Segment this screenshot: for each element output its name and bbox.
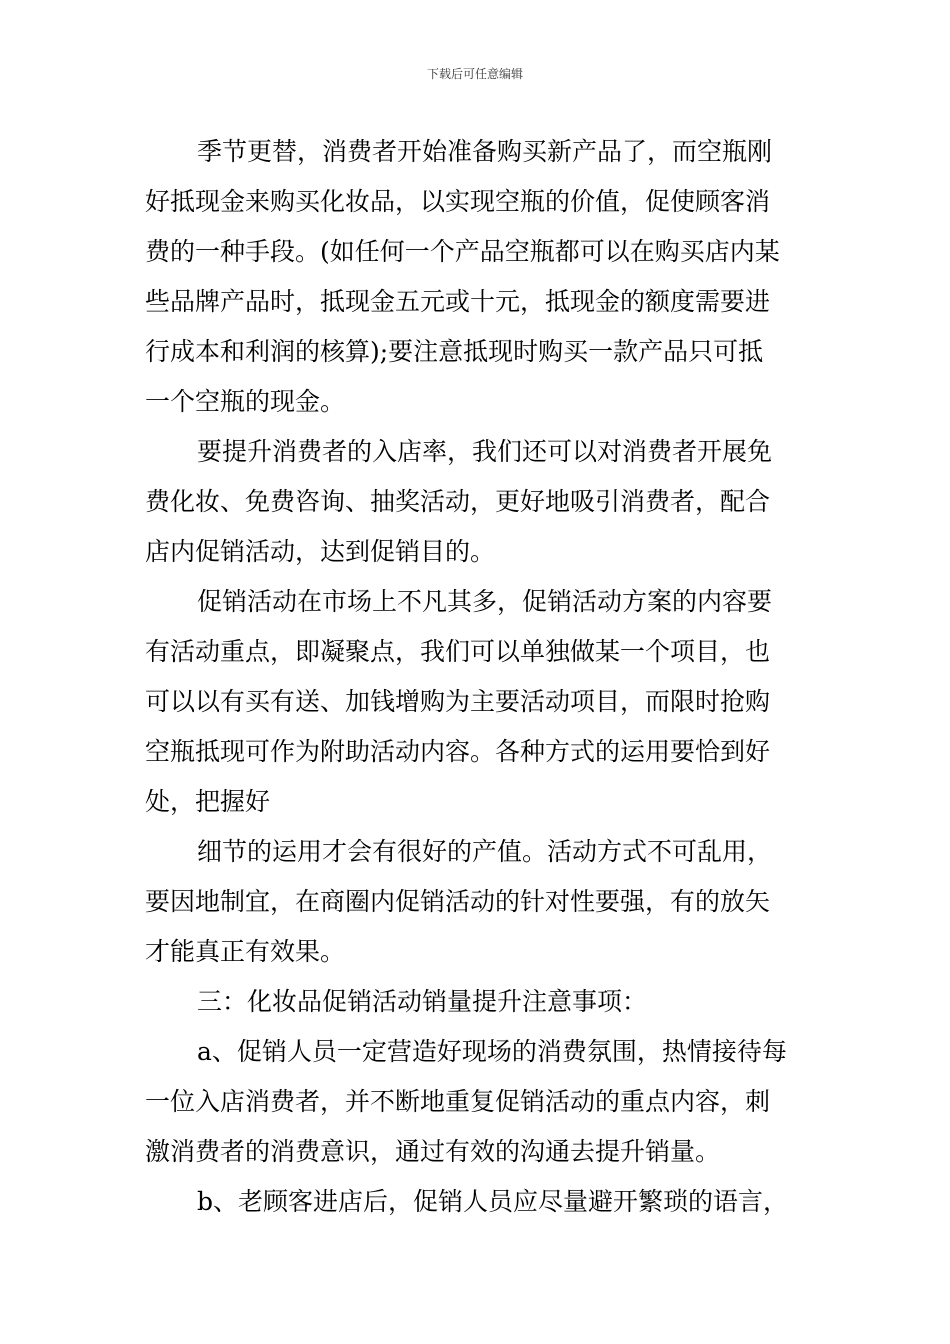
section-heading-text: 三：化妆品促销活动销量提升注意事项： (197, 987, 648, 1016)
section-heading (145, 977, 810, 1027)
text-line: 些品牌产品时，抵现金五元或十元，抵现金的额度需要进 (145, 287, 771, 316)
text-line: 才能真正有效果。 (145, 937, 346, 966)
paragraph-item-b (145, 1177, 810, 1227)
text-line: 细节的运用才会有很好的产值。活动方式不可乱用， (197, 837, 773, 866)
text-line: 促销活动在市场上不凡其多，促销活动方案的内容要 (197, 587, 773, 616)
page-header: 下载后可任意编辑 (426, 67, 523, 81)
text-line: 要提升消费者的入店率，我们还可以对消费者开展免 (197, 437, 773, 466)
text-line: 可以以有买有送、加钱增购为主要活动项目，而限时抢购 (145, 687, 771, 716)
text-line: 费化妆、免费咨询、抽奖活动，更好地吸引消费者，配合 (145, 487, 771, 516)
paragraph-details (145, 827, 810, 977)
text-line: 激消费者的消费意识，通过有效的沟通去提升销量。 (145, 1137, 721, 1166)
paragraph-activity-focus (145, 577, 810, 827)
text-line: 有活动重点，即凝聚点，我们可以单独做某一个项目，也 (145, 637, 771, 666)
text-line: b、老顾客进店后，促销人员应尽量避开繁琐的语言， (197, 1187, 789, 1216)
text-line: 店内促销活动，达到促销目的。 (145, 537, 496, 566)
text-line: 季节更替，消费者开始准备购买新产品了，而空瓶刚 (197, 137, 773, 166)
text-line: a、促销人员一定营造好现场的消费氛围，热情接待每 (197, 1037, 787, 1066)
document-body (145, 127, 810, 1227)
text-line: 一位入店消费者，并不断地重复促销活动的重点内容，刺 (145, 1087, 771, 1116)
text-line: 空瓶抵现可作为附助活动内容。各种方式的运用要恰到好 (145, 737, 771, 766)
text-line: 处，把握好 (145, 787, 271, 816)
text-line: 费的一种手段。(如任何一个产品空瓶都可以在购买店内某 (145, 237, 780, 266)
text-line: 好抵现金来购买化妆品，以实现空瓶的价值，促使顾客消 (145, 187, 771, 216)
text-line: 要因地制宜，在商圈内促销活动的针对性要强，有的放矢 (145, 887, 771, 916)
paragraph-item-a (145, 1027, 810, 1177)
paragraph-store-entry-rate (145, 427, 810, 577)
text-line: 一个空瓶的现金。 (145, 387, 346, 416)
text-line: 行成本和利润的核算);要注意抵现时购买一款产品只可抵 (145, 337, 764, 366)
paragraph-empty-bottle-cash (145, 127, 810, 427)
